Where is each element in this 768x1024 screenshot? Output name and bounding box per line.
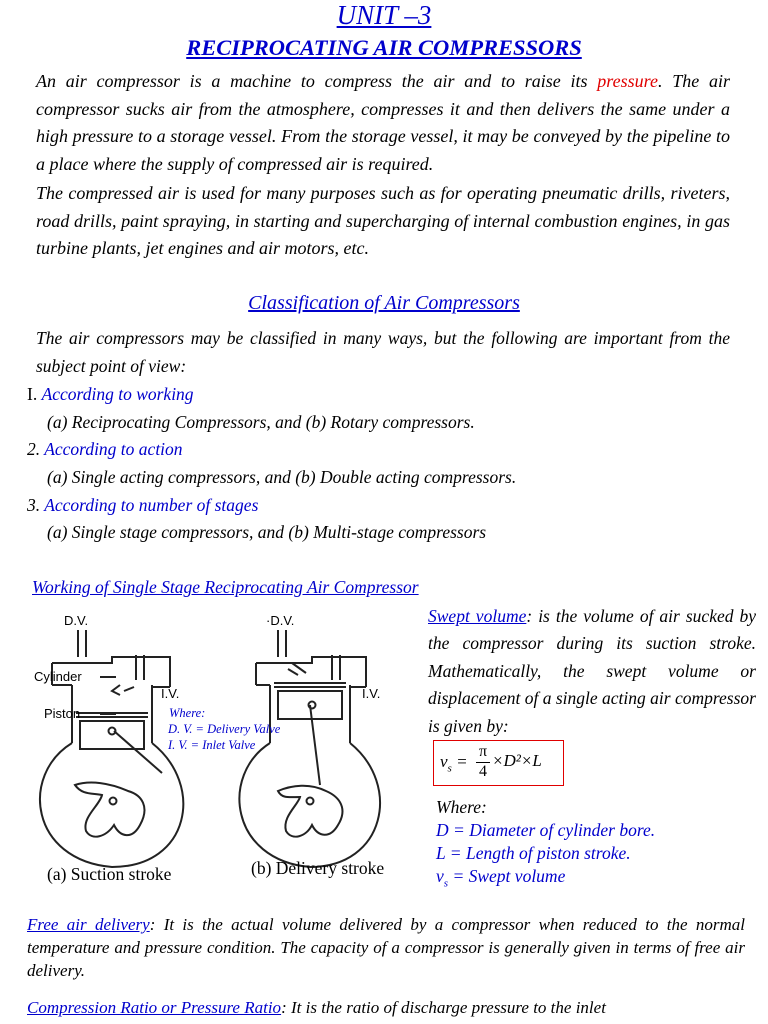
formula-eq: = bbox=[451, 752, 468, 771]
dv-label-left: D.V. bbox=[64, 613, 89, 628]
swept-volume-text: : is the volume of air sucked by the compressor during its suction stroke. Mathematically, the swept volume or displacement of a single acting air compressor is given by: bbox=[428, 606, 757, 736]
compression-ratio-paragraph bbox=[27, 996, 745, 1019]
formula-rest: ×D²×L bbox=[492, 751, 542, 770]
formula-lhs bbox=[440, 752, 468, 774]
working-heading[interactable]: Working of Single Stage Reciprocating Air Compressor bbox=[32, 577, 419, 597]
class-item-2-label: According to action bbox=[44, 439, 183, 459]
compression-ratio-text: : It is the ratio of discharge pressure to the inlet bbox=[281, 998, 606, 1017]
classification-intro: The air compressors may be classified in many ways, but the following are important from the subject point of view: bbox=[36, 328, 730, 376]
swept-v-definition bbox=[436, 865, 565, 896]
swept-l-definition: L = Length of piston stroke. bbox=[436, 843, 631, 863]
page-title: RECIPROCATING AIR COMPRESSORS bbox=[186, 35, 582, 60]
class-item-2-num: 2. bbox=[27, 439, 45, 459]
iv-label-right: I.V. bbox=[362, 686, 381, 701]
swept-d-definition: D = Diameter of cylinder bore. bbox=[436, 820, 656, 840]
free-air-paragraph bbox=[27, 913, 745, 982]
class-item-2 bbox=[27, 438, 183, 460]
swept-where-label: Where: bbox=[436, 797, 487, 817]
diagram-where-dv: D. V. = Delivery Valve bbox=[168, 722, 281, 736]
class-item-1-detail: (a) Reciprocating Compressors, and (b) Rotary compressors. bbox=[47, 412, 475, 432]
diagram-where-iv: I. V. = Inlet Valve bbox=[168, 738, 256, 752]
class-item-3-detail: (a) Single stage compressors, and (b) Multi-stage compressors bbox=[47, 522, 487, 542]
intro-text-after: . The air compressor sucks air from the atmosphere, compresses it and then delivers the same under a high pressure to a storage vessel. From the storage vessel, it may be conveyed by the pipeline to a place where the supply of compressed air is required. bbox=[36, 71, 730, 174]
diagram-where: Where: bbox=[169, 706, 206, 720]
piston-label: Piston bbox=[44, 706, 81, 721]
formula-denominator: 4 bbox=[479, 763, 487, 780]
swept-v-sub: s bbox=[443, 877, 449, 890]
suction-stroke-figure bbox=[40, 630, 183, 867]
intro-text-before: An air compressor is a machine to compress the air and to raise its bbox=[36, 71, 598, 91]
class-item-3-num: 3. bbox=[27, 495, 45, 515]
class-item-2-detail: (a) Single acting compressors, and (b) Double acting compressors. bbox=[47, 467, 517, 487]
class-item-3-label: According to number of stages bbox=[44, 495, 259, 515]
swept-volume-formula bbox=[433, 740, 564, 786]
dv-label-right: ·D.V. bbox=[266, 613, 295, 628]
class-item-3 bbox=[27, 494, 258, 516]
cylinder-label: Cylinder bbox=[34, 669, 82, 684]
swept-v-text: = Swept volume bbox=[448, 866, 566, 886]
class-item-1 bbox=[27, 383, 194, 405]
formula-v: v bbox=[440, 752, 448, 771]
formula-sub: s bbox=[447, 762, 452, 775]
iv-label-left: I.V. bbox=[161, 686, 180, 701]
delivery-stroke-figure bbox=[239, 630, 380, 867]
free-air-text: : It is the actual volume delivered by a compressor when reduced to the normal temperature and pressure condition. The capacity of a compressor is generally given in terms of free air delivery. bbox=[27, 915, 745, 980]
formula-numerator: π bbox=[478, 743, 488, 760]
class-item-1-num: I. bbox=[27, 384, 42, 404]
intro-paragraph-1 bbox=[36, 68, 730, 178]
pressure-link[interactable]: pressure bbox=[597, 71, 658, 91]
compression-ratio-term[interactable]: Compression Ratio or Pressure Ratio bbox=[27, 998, 282, 1017]
swept-volume-paragraph bbox=[428, 603, 756, 740]
classification-heading: Classification of Air Compressors bbox=[248, 292, 520, 314]
swept-v-symbol: v bbox=[436, 866, 444, 886]
free-air-term[interactable]: Free air delivery bbox=[27, 915, 150, 934]
caption-suction: (a) Suction stroke bbox=[47, 864, 172, 884]
swept-volume-term[interactable]: Swept volume bbox=[428, 606, 527, 626]
unit-title: UNIT –3 bbox=[336, 0, 432, 30]
intro-paragraph-2: The compressed air is used for many purposes such as for operating pneumatic drills, riveters, road drills, paint spraying, in starting and supercharging of internal combustion engines, in gas turbine plants, jet engines and air motors, etc. bbox=[36, 183, 730, 258]
compressor-diagram bbox=[20, 605, 425, 895]
caption-delivery: (b) Delivery stroke bbox=[251, 858, 385, 878]
class-item-1-label: According to working bbox=[41, 384, 194, 404]
